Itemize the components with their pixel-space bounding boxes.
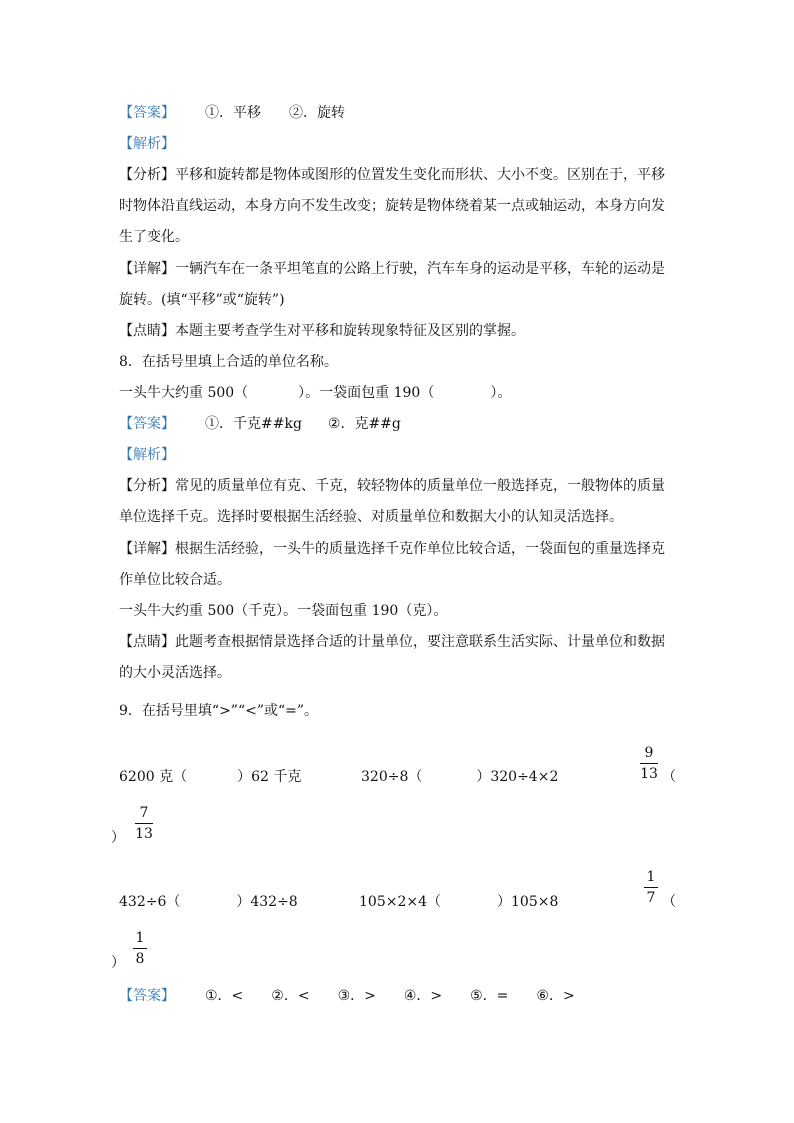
answer-6: ⑥．> [536,988,575,1004]
q9-answer-line [119,986,575,1006]
q7-fenxi-line-1 [119,165,665,185]
q9-open-paren-6: （ [662,894,676,910]
q9-item-5-right: ）105×8 [497,894,559,910]
fraction-bar [135,823,153,824]
fenxi-tag: 【分析】 [119,167,175,183]
xiangjie-text: 根据生活经验，一头牛的质量选择千克作单位比较合适，一袋面包的重量选择克 [175,541,665,557]
fraction-bar [644,887,658,888]
q9-fraction-1-7 [644,868,658,907]
q9-item-1-right: ）62 千克 [237,769,302,785]
fenxi-text: 平移和旋转都是物体或图形的位置发生变化而形状、大小不变。区别在于，平移 [175,167,665,183]
q9-item-5 [359,892,558,912]
fraction-denominator: 13 [640,766,658,782]
q7-dianjing-line [119,321,525,341]
answer-5: ⑤．= [470,988,509,1004]
analysis-tag: 【解析】 [119,447,175,463]
q9-item-2 [361,767,558,787]
q9-item-1 [119,767,301,787]
q8-question-part1: 一头牛大约重 500（ [119,385,249,401]
fraction-denominator: 7 [646,890,656,906]
answer-tag: 【答案】 [119,105,175,121]
xiangjie-text: 一辆汽车在一条平坦笔直的公路上行驶，汽车车身的运动是平移，车轮的运动是 [175,261,665,277]
q9-fraction-7-13 [135,804,153,843]
q8-title: 8．在括号里填上合适的单位名称。 [119,354,338,370]
q8-question [119,383,511,403]
q7-answer-line [119,103,345,123]
fenxi-tag: 【分析】 [119,478,175,494]
answer-1: ①．< [205,988,244,1004]
q8-question-part3: ）。 [490,385,512,401]
fraction-numerator: 1 [135,930,145,946]
xiangjie-tag: 【详解】 [119,541,175,557]
fraction-numerator: 1 [646,869,656,885]
fraction-denominator: 13 [135,826,153,842]
q9-item-2-left: 320÷8（ [361,769,423,785]
fenxi-text: 常见的质量单位有克、千克，较轻物体的质量单位一般选择克，一般物体的质量 [175,478,665,494]
q9-item-1-left: 6200 克（ [119,769,188,785]
q9-close-paren-6: ） [111,955,125,971]
fraction-numerator: 9 [644,745,654,761]
dianjing-text: 本题主要考查学生对平移和旋转现象特征及区别的掌握。 [175,323,525,339]
q9-fraction-1-8 [133,929,147,968]
q9-item-4-right: ）432÷8 [236,894,298,910]
q9-item-4-left: 432÷6（ [119,894,181,910]
answer-1: ①．千克##kg [205,416,302,432]
q8-dianjing-line-2: 的大小灵活选择。 [119,665,231,681]
q9-title-text: 在括号里填“>”“<”或“=”。 [141,703,319,719]
answer-2: ②．旋转 [289,105,345,121]
q8-fenxi-line-1 [119,476,665,496]
answer-1: ①．平移 [205,105,261,121]
answer-tag: 【答案】 [119,988,175,1004]
q7-xiangjie-line-1 [119,259,665,279]
q8-xiangjie-line-3: 一头牛大约重 500（千克）。一袋面包重 190（克）。 [119,603,448,619]
q7-fenxi-line-2: 时物体沿直线运动，本身方向不发生改变；旋转是物体绕着某一点或轴运动，本身方向发 [119,198,665,214]
q9-item-5-left: 105×2×4（ [359,894,441,910]
fraction-bar [640,763,658,764]
q8-dianjing-line-1 [119,632,665,652]
answer-3: ③．> [337,988,376,1004]
answer-2: ②．< [271,988,310,1004]
answer-4: ④．> [403,988,443,1004]
fraction-denominator: 8 [135,951,145,967]
q8-question-part2: ）。一袋面包重 190（ [298,385,435,401]
fraction-numerator: 7 [139,805,149,821]
xiangjie-tag: 【详解】 [119,261,175,277]
q8-fenxi-line-2: 单位选择千克。选择时要根据生活经验、对质量单位和数据大小的认知灵活选择。 [119,509,623,525]
analysis-tag: 【解析】 [119,136,175,152]
q9-fraction-9-13 [640,744,658,783]
q9-close-paren-3: ） [111,830,125,846]
dianjing-tag: 【点睛】 [119,634,175,650]
q9-title [119,701,318,721]
q9-number: 9． [119,703,142,719]
q8-xiangjie-line-1 [119,539,665,559]
q9-item-2-right: ）320÷4×2 [476,769,559,785]
dianjing-tag: 【点睛】 [119,323,175,339]
q8-answer-line [119,414,401,434]
q9-open-paren-3: （ [662,769,676,785]
q8-xiangjie-line-2: 作单位比较合适。 [119,572,231,588]
q7-fenxi-line-3: 生了变化。 [119,229,189,245]
answer-2: ②．克##g [327,416,401,432]
q7-xiangjie-line-2: 旋转。(填“平移”或“旋转”) [119,292,285,308]
fraction-bar [133,948,147,949]
answer-tag: 【答案】 [119,416,175,432]
q9-item-4 [119,892,298,912]
dianjing-text: 此题考查根据情景选择合适的计量单位，要注意联系生活实际、计量单位和数据 [175,634,665,650]
